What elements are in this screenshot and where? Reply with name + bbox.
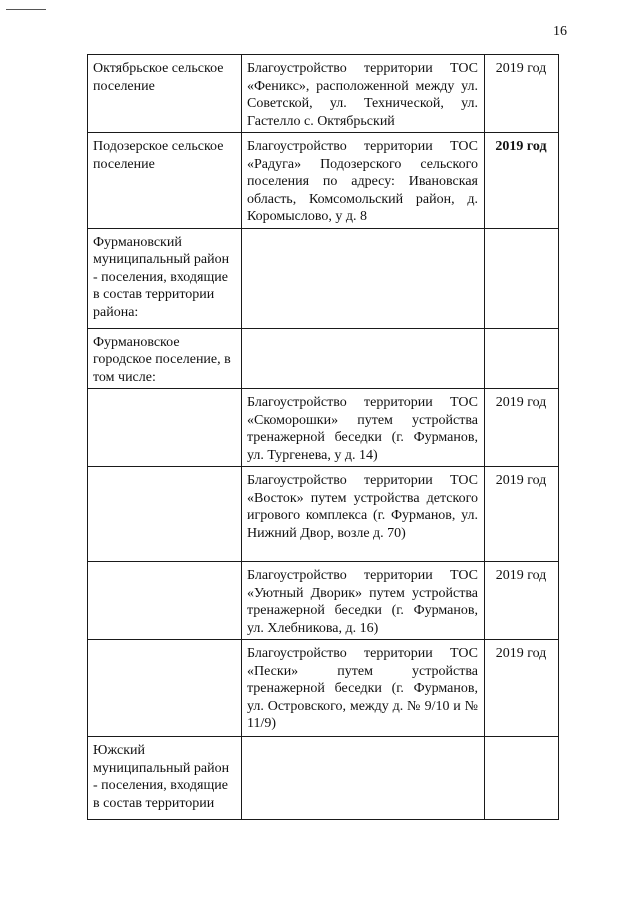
page-number: 16	[553, 24, 567, 39]
year-cell: 2019 год	[485, 55, 559, 133]
table-row	[88, 228, 559, 328]
table-row	[88, 328, 559, 389]
description-cell	[242, 228, 485, 328]
year-cell: 2019 год	[485, 640, 559, 737]
year-cell: 2019 год	[485, 133, 559, 229]
place-cell	[88, 389, 242, 467]
year-cell	[485, 737, 559, 820]
place-cell: Фурмановский муниципальный район - поселения, входящие в состав территории района:	[88, 228, 242, 328]
table-row	[88, 55, 559, 133]
programs-table	[87, 54, 559, 820]
description-cell: Благоустройство территории ТОС «Пески» путем устройства тренажерной беседки (г. Фурманов, ул. Островского, между д. № 9/10 и № 11/9)	[242, 640, 485, 737]
year-cell	[485, 328, 559, 389]
description-cell: Благоустройство территории ТОС «Скоморошки» путем устройства тренажерной беседки (г. Фурманов, ул. Тургенева, у д. 14)	[242, 389, 485, 467]
table-row	[88, 133, 559, 229]
description-cell: Благоустройство территории ТОС «Радуга» Подозерского сельского поселения по адресу: Ивановская область, Комсомольский район, д. Коромыслово, у д. 8	[242, 133, 485, 229]
table-row	[88, 562, 559, 640]
year-cell	[485, 228, 559, 328]
description-cell: Благоустройство территории ТОС «Восток» путем устройства детского игрового комплекса (г. Фурманов, ул. Нижний Двор, возле д. 70)	[242, 467, 485, 562]
place-cell: Южский муниципальный район - поселения, входящие в состав территории	[88, 737, 242, 820]
place-cell: Октябрьское сельское поселение	[88, 55, 242, 133]
place-cell	[88, 640, 242, 737]
description-cell	[242, 328, 485, 389]
year-cell: 2019 год	[485, 467, 559, 562]
year-cell: 2019 год	[485, 389, 559, 467]
top-rule	[6, 9, 46, 10]
table-row	[88, 640, 559, 737]
table-row	[88, 467, 559, 562]
place-cell	[88, 467, 242, 562]
description-cell: Благоустройство территории ТОС «Феникс», расположенной между ул. Советской, ул. Технической, ул. Гастелло с. Октябрьский	[242, 55, 485, 133]
description-cell: Благоустройство территории ТОС «Уютный Дворик» путем устройства тренажерной беседки (г. Фурманов, ул. Хлебникова, д. 16)	[242, 562, 485, 640]
place-cell: Подозерское сельское поселение	[88, 133, 242, 229]
place-cell	[88, 562, 242, 640]
place-cell: Фурмановское городское поселение, в том числе:	[88, 328, 242, 389]
table-row	[88, 389, 559, 467]
table-row	[88, 737, 559, 820]
description-cell	[242, 737, 485, 820]
year-cell: 2019 год	[485, 562, 559, 640]
